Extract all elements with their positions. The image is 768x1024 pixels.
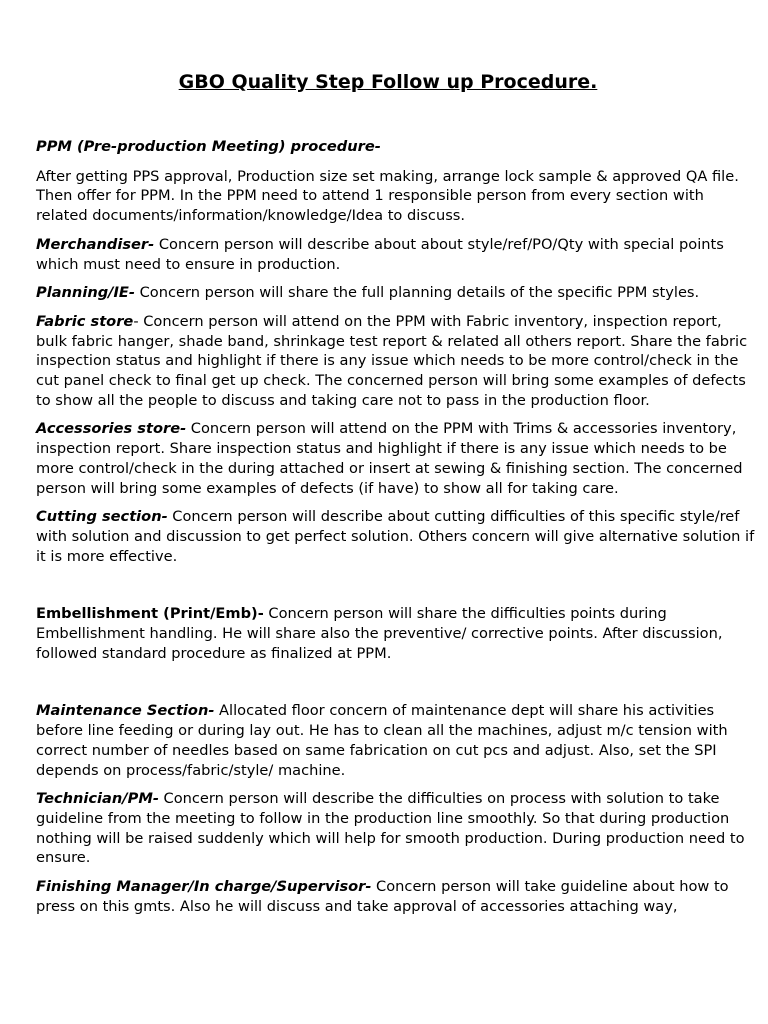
section-merchandiser (36, 235, 756, 274)
section-maintenance (36, 701, 756, 780)
section-text: Concern person will share the difficulties points during Embellishment handling. He will share also the preventive/ corrective points. After discussion, followed standard procedure as finalized at PPM. (36, 605, 723, 662)
section-lead: Planning/IE- (36, 284, 135, 302)
section-lead: Maintenance Section- (36, 702, 215, 720)
document-body (36, 137, 756, 926)
section-text: Allocated floor concern of maintenance dept will share his activities before line feeding or during lay out. He has to clean all the machines, adjust m/c tension with correct number of needles based on same fabrication on cut pcs and adjust. Also, set the SPI depends on process/fabric/style/ machine. (36, 702, 728, 779)
section-lead: Technician/PM- (36, 790, 159, 808)
section-accessories-store (36, 419, 756, 498)
section-embellishment (36, 604, 756, 663)
section-lead: Merchandiser- (36, 235, 155, 253)
section-lead: Cutting section- (36, 508, 168, 526)
section-fabric-store (36, 312, 756, 411)
section-text: Concern person will describe about about style/ref/PO/Qty with special points which must need to ensure in production. (36, 235, 724, 273)
section-text: Concern person will take guideline about how to press on this gmts. Also he will discuss and take approval of accessories attaching way, (36, 878, 729, 915)
section-finishing-manager (36, 877, 756, 916)
section-text: - Concern person will attend on the PPM with Fabric inventory, inspection report, bulk fabric hanger, shade band, shrinkage test report & related all others report. Share the fabric inspection status and highlight if there is any issue which needs to be more control/check in the cut panel check to final get up check. The concerned person will bring some examples of defects to show all the people to discuss and taking care not to pass in the production floor. (36, 312, 748, 409)
section-text: Concern person will describe about cutting difficulties of this specific style/ref with solution and discussion to get perfect solution. Others concern will give alternative solution if it is more effective. (36, 508, 755, 565)
intro-paragraph: After getting PPS approval, Production size set making, arrange lock sample & approved QA file. Then offer for PPM. In the PPM need to attend 1 responsible person from every section with related documents/information/knowledge/Idea to discuss. (36, 167, 739, 225)
section-text: Concern person will attend on the PPM with Trims & accessories inventory, inspection report. Share inspection status and highlight if there is any issue which needs to be more control/check in the during attached or insert at sewing & finishing section. The concerned person will bring some examples of defects (if have) to show all for taking care. (36, 420, 743, 497)
section-text: Concern person will share the full planning details of the specific PPM styles. (134, 284, 700, 302)
section-text: Concern person will describe the difficulties on process with solution to take guideline from the meeting to follow in the production line smoothly. So that during production nothing will be raised suddenly which will help for smooth production. During production need to ensure. (36, 790, 745, 867)
section-lead: Finishing Manager/In charge/Supervisor- (36, 878, 372, 896)
section-planning (36, 283, 756, 303)
section-technician (36, 789, 756, 868)
section-lead: Fabric store (36, 312, 134, 330)
section-cutting (36, 507, 756, 566)
ppm-heading: PPM (Pre-production Meeting) procedure- (36, 138, 381, 155)
document-title: GBO Quality Step Follow up Procedure. (178, 71, 598, 93)
section-lead: Embellishment (Print/Emb)- (36, 605, 264, 623)
section-lead: Accessories store- (36, 420, 187, 438)
